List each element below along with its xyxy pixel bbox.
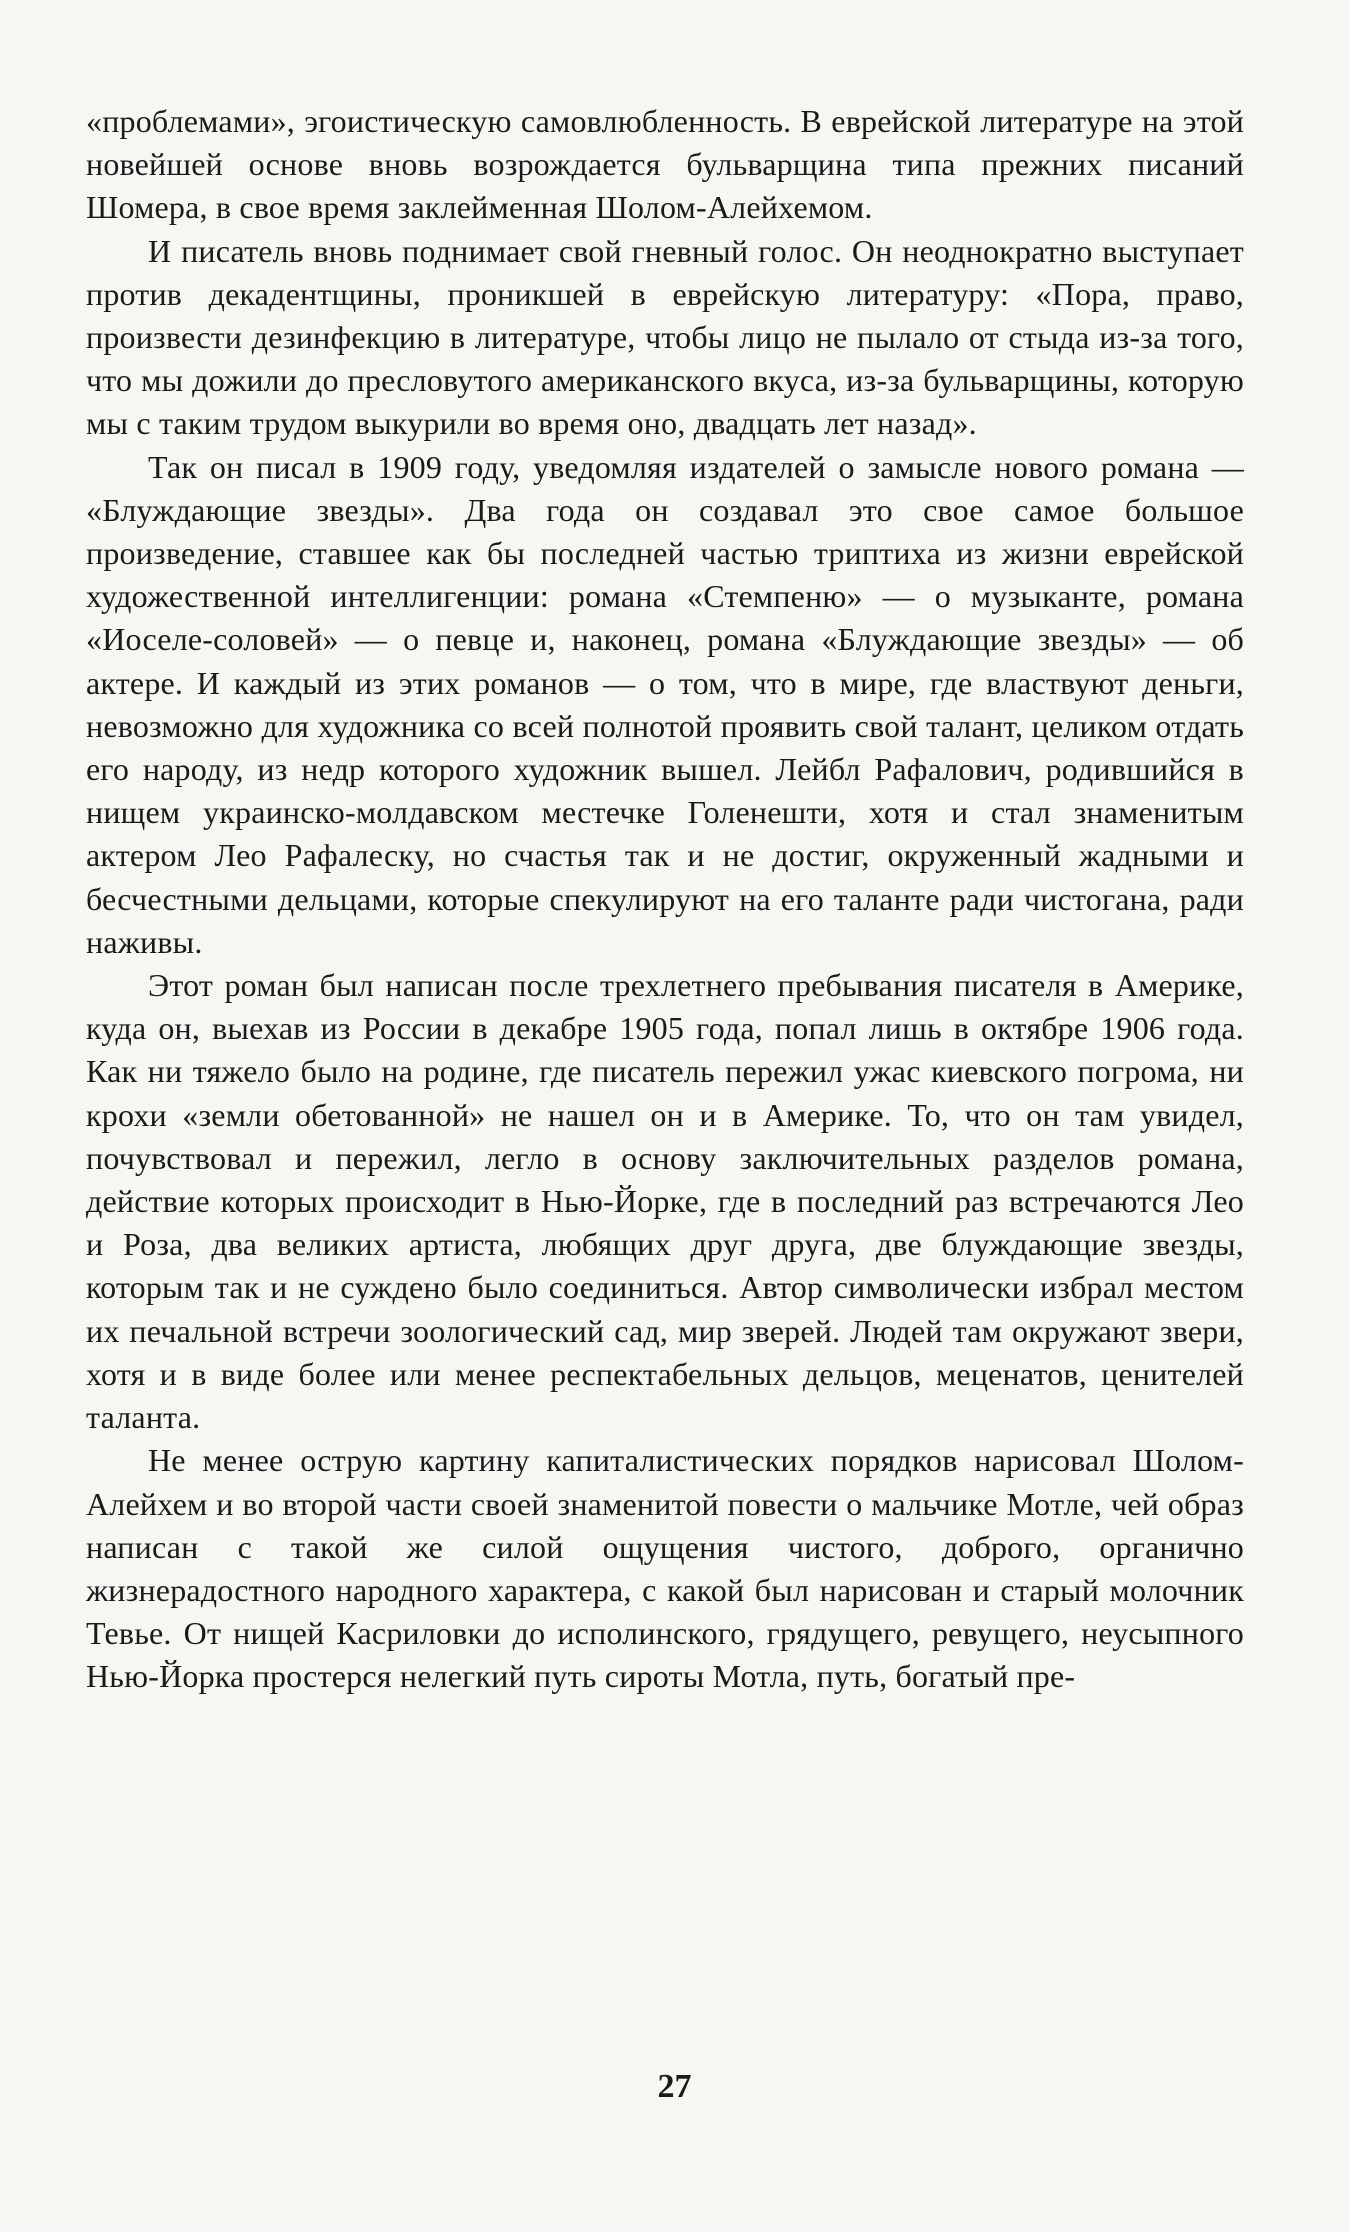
- paragraph-3: Так он писал в 1909 году, уведомляя издателей о замысле нового романа — «Блуждающие звезды». Два года он создавал это свое самое большое произведение, ставшее как бы последней частью триптиха из жизни еврейской художественной интеллигенции: романа «Стемпеню» — о музыканте, романа «Иоселе-соловей» — о певце и, наконец, романа «Блуждающие звезды» — об актере. И каждый из этих романов — о том, что в мире, где властвуют деньги, невозможно для художника со всей полнотой проявить свой талант, целиком отдать его народу, из недр которого художник вышел. Лейбл Рафалович, родившийся в нищем украинско-молдавском местечке Голенешти, хотя и стал знаменитым актером Лео Рафалеску, но счастья так и не достиг, окруженный жадными и бесчестными дельцами, которые спекулируют на его таланте ради чистогана, ради наживы.: [86, 448, 1244, 960]
- paragraph-2: И писатель вновь поднимает свой гневный голос. Он неоднократно выступает против декадентщины, проникшей в еврейскую литературу: «Пора, право, произвести дезинфекцию в литературе, чтобы лицо не пылало от стыда из-за того, что мы дожили до пресловутого американского вкуса, из-за бульварщины, которую мы с таким трудом выкурили во время оно, двадцать лет назад».: [86, 232, 1244, 442]
- body-text: [86, 100, 1244, 1699]
- page-number: 27: [657, 2068, 692, 2105]
- paragraph-5: Не менее острую картину капиталистических порядков нарисовал Шолом-Алейхем и во второй части своей знаменитой повести о мальчике Мотле, чей образ написан с такой же силой ощущения чистого, доброго, органично жизнерадостного народного характера, с какой был нарисован и старый молочник Тевье. От нищей Касриловки до исполинского, грядущего, ревущего, неусыпного Нью-Йорка простерся нелегкий путь сироты Мотла, путь, богатый пре-: [86, 1442, 1244, 1695]
- paragraph-4: Этот роман был написан после трехлетнего пребывания писателя в Америке, куда он, выехав из России в декабре 1905 года, попал лишь в октябре 1906 года. Как ни тяжело было на родине, где писатель пережил ужас киевского погрома, ни крохи «земли обетованной» не нашел он и в Америке. То, что он там увидел, почувствовал и пережил, легло в основу заключительных разделов романа, действие которых происходит в Нью-Йорке, где в последний раз встречаются Лео и Роза, два великих артиста, любящих друг друга, две блуждающие звезды, которым так и не суждено было соединиться. Автор символически избрал местом их печальной встречи зоологический сад, мир зверей. Людей там окружают звери, хотя и в виде более или менее респектабельных дельцов, меценатов, ценителей таланта.: [86, 967, 1244, 1436]
- paragraph-1: «проблемами», эгоистическую самовлюбленность. В еврейской литературе на этой новейшей основе вновь возрождается бульварщина типа прежних писаний Шомера, в свое время заклейменная Шолом-Алейхемом.: [86, 103, 1244, 226]
